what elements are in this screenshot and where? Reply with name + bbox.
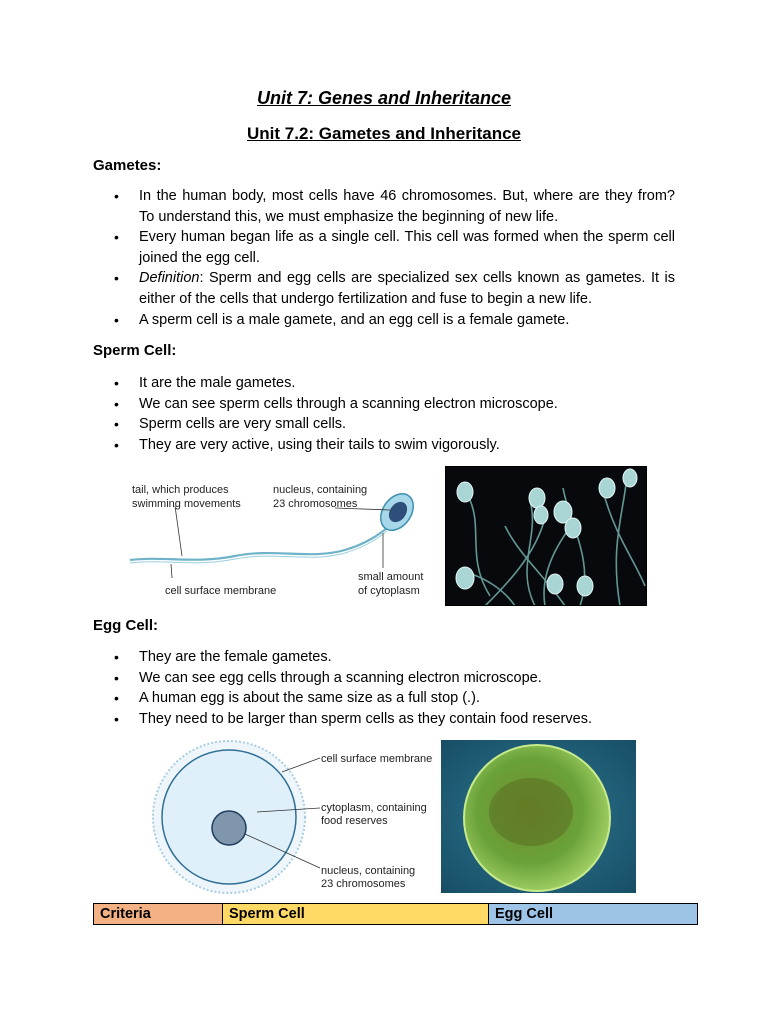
list-item: • In the human body, most cells have 46 chromosomes. But, where are they from? To understand this, we must emphasize the beginning of new life. (93, 186, 675, 227)
list-item: • Every human began life as a single cell. This cell was formed when the sperm cell joined the egg cell. (93, 227, 675, 268)
gametes-list (93, 186, 675, 330)
egg-nucleus (212, 811, 246, 845)
list-item: • A sperm cell is a male gamete, and an egg cell is a female gamete. (93, 310, 675, 331)
list-item: • They are the female gametes. (93, 647, 675, 668)
egg-micrograph-image (441, 740, 636, 893)
egg-cytoplasm-label-1: cytoplasm, containing (321, 802, 427, 814)
egg-cytoplasm-label-2: food reserves (321, 815, 388, 827)
table-header-egg: Egg Cell (489, 904, 698, 925)
sperm-micrograph-image (445, 466, 647, 606)
gametes-heading: Gametes: (93, 157, 162, 174)
egg-nucleus-label-2: 23 chromosomes (321, 878, 406, 890)
sperm-diagram (125, 478, 435, 603)
egg-heading: Egg Cell: (93, 617, 159, 634)
membrane-label: cell surface membrane (165, 585, 277, 597)
sperm-tail (130, 528, 387, 560)
list-item: • Sperm cells are very small cells. (93, 414, 675, 435)
list-item: • They need to be larger than sperm cells as they contain food reserves. (93, 709, 675, 730)
egg-nucleus-label-1: nucleus, containing (321, 865, 416, 877)
table-header-sperm: Sperm Cell (223, 904, 489, 925)
egg-diagram (137, 740, 437, 895)
list-item (93, 268, 675, 309)
nucleus-label-2: 23 chromosomes (273, 498, 358, 510)
sperm-heading: Sperm Cell: (93, 342, 177, 359)
sperm-list (93, 373, 675, 455)
egg-membrane-label: cell surface membrane (321, 753, 433, 765)
nucleus-label-1: nucleus, containing (273, 484, 368, 496)
list-item: • We can see egg cells through a scanning electron microscope. (93, 668, 675, 689)
page-title: Unit 7: Genes and Inheritance (256, 88, 512, 108)
list-item: • A human egg is about the same size as a full stop (.). (93, 688, 675, 709)
definition-text: : Sperm and egg cells are specialized sex cells known as gametes. It is either of the cells that undergo fertilization and fuse to begin a new life. (139, 270, 675, 307)
table-header-criteria: Criteria (94, 904, 223, 925)
cytoplasm-label-1: small amount (358, 571, 424, 583)
list-item: • It are the male gametes. (93, 373, 675, 394)
tail-label-2: swimming movements (132, 498, 241, 510)
comparison-table (93, 903, 698, 925)
definition-term: Definition (139, 270, 200, 287)
cytoplasm-label-2: of cytoplasm (358, 585, 420, 597)
tail-label-1: tail, which produces (132, 484, 229, 496)
egg-list (93, 647, 675, 729)
list-item: • We can see sperm cells through a scanning electron microscope. (93, 394, 675, 415)
page-subtitle: Unit 7.2: Gametes and Inheritance (247, 124, 521, 143)
table-row (94, 904, 698, 925)
list-item: • They are very active, using their tails to swim vigorously. (93, 435, 675, 456)
